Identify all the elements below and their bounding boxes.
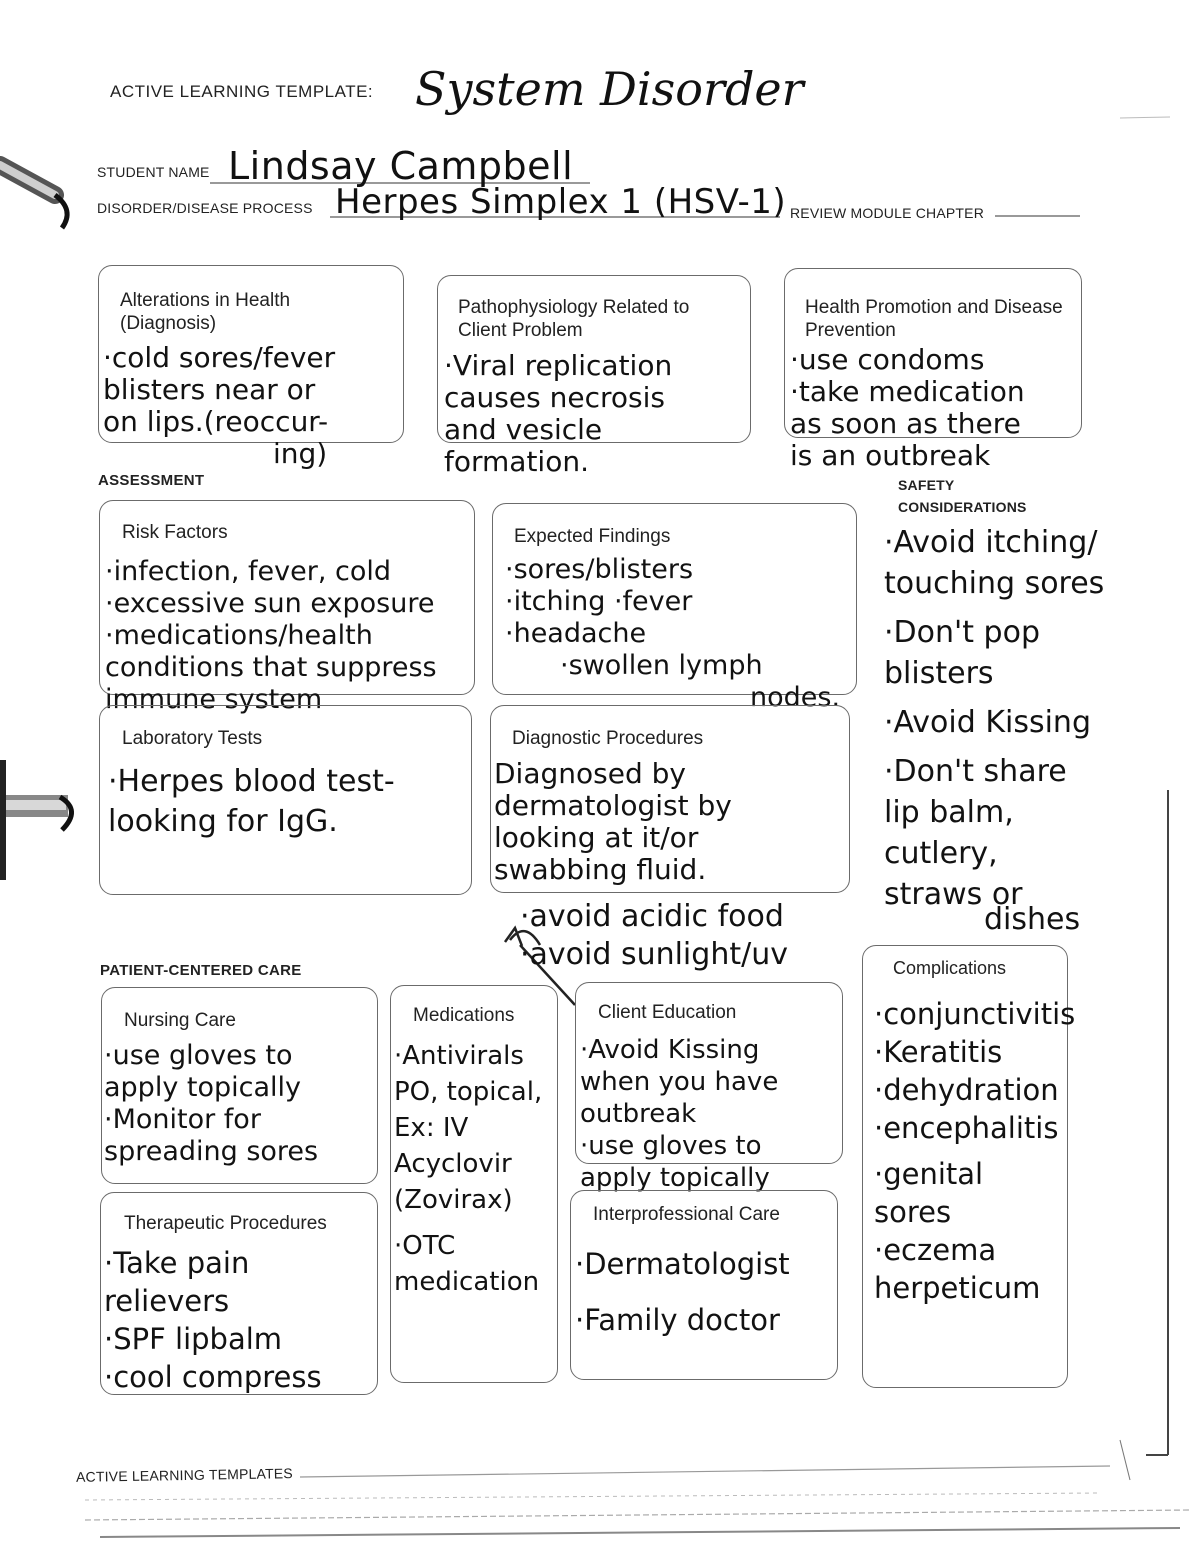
client-education-notes: ·Avoid Kissing when you have outbreak ·use gloves to apply topically	[580, 1035, 779, 1193]
safety-notes: ·Avoid itching/ touching sores ·Don't pop blisters ·Avoid Kissing ·Don't share lip balm, cutlery, straws or dishes	[884, 525, 1105, 937]
expected-findings-notes: ·sores/blisters ·itching ·fever ·headache ·swollen lymph nodes.	[505, 554, 841, 713]
binder-ring-bottom	[0, 760, 72, 880]
alterations-notes: ·cold sores/fever blisters near or on lips.(reoccur- ing)	[103, 341, 336, 470]
assessment-section-label: ASSESSMENT	[98, 472, 205, 489]
footer-label: ACTIVE LEARNING TEMPLATES	[75, 1465, 293, 1485]
medications-notes: ·Antivirals PO, topical, Ex: IV Acyclovir (Zovirax) ·OTC medication	[394, 1041, 543, 1297]
risk-factors-notes: ·infection, fever, cold ·excessive sun exposure ·medications/health conditions that suppress immune system	[105, 556, 437, 715]
laboratory-tests-title: Laboratory Tests	[122, 728, 263, 749]
student-name-value: Lindsay Campbell	[228, 144, 574, 188]
nursing-care-notes: ·use gloves to apply topically ·Monitor for spreading sores	[104, 1040, 319, 1167]
patient-centered-section-label: PATIENT-CENTERED CARE	[100, 962, 302, 979]
expected-findings-title: Expected Findings	[514, 526, 671, 547]
disorder-value: Herpes Simplex 1 (HSV-1)	[335, 182, 787, 222]
laboratory-tests-notes: ·Herpes blood test- looking for IgG.	[108, 764, 395, 839]
student-name-label: STUDENT NAME	[97, 164, 210, 180]
safety-title: SAFETY CONSIDERATIONS	[898, 477, 1027, 515]
health-promotion-notes: ·use condoms ·take medication as soon as there is an outbreak	[790, 343, 1025, 472]
pathophysiology-notes: ·Viral replication causes necrosis and vesicle formation.	[444, 349, 673, 478]
interprofessional-care-title: Interprofessional Care	[593, 1204, 780, 1225]
template-label: ACTIVE LEARNING TEMPLATE:	[110, 82, 374, 101]
therapeutic-procedures-notes: ·Take pain relievers ·SPF lipbalm ·cool compress	[104, 1246, 322, 1394]
medications-title: Medications	[413, 1005, 515, 1026]
disorder-label: DISORDER/DISEASE PROCESS	[97, 200, 313, 216]
risk-factors-title: Risk Factors	[122, 522, 228, 543]
diagnostic-procedures-title: Diagnostic Procedures	[512, 728, 704, 749]
therapeutic-procedures-title: Therapeutic Procedures	[124, 1213, 327, 1234]
diagnostic-procedures-notes: Diagnosed by dermatologist by looking at it/or swabbing fluid.	[494, 757, 732, 886]
complications-notes: ·conjunctivitis ·Keratitis ·dehydration ·encephalitis ·genital sores ·eczema herpeticum	[874, 997, 1076, 1305]
page-title: System Disorder	[415, 62, 804, 116]
extra-notes: ·avoid acidic food ·avoid sunlight/uv	[520, 899, 788, 972]
interprofessional-care-notes: ·Dermatologist ·Family doctor	[575, 1247, 790, 1337]
alterations-title: Alterations in Health (Diagnosis)	[120, 290, 291, 334]
health-promotion-title: Health Promotion and Disease Prevention	[805, 297, 1063, 341]
binder-ring-top	[0, 165, 67, 228]
complications-title: Complications	[893, 958, 1007, 978]
review-module-label: REVIEW MODULE CHAPTER	[790, 205, 984, 221]
pathophysiology-title: Pathophysiology Related to Client Problem	[458, 297, 690, 341]
nursing-care-title: Nursing Care	[124, 1010, 236, 1031]
client-education-title: Client Education	[598, 1002, 737, 1023]
